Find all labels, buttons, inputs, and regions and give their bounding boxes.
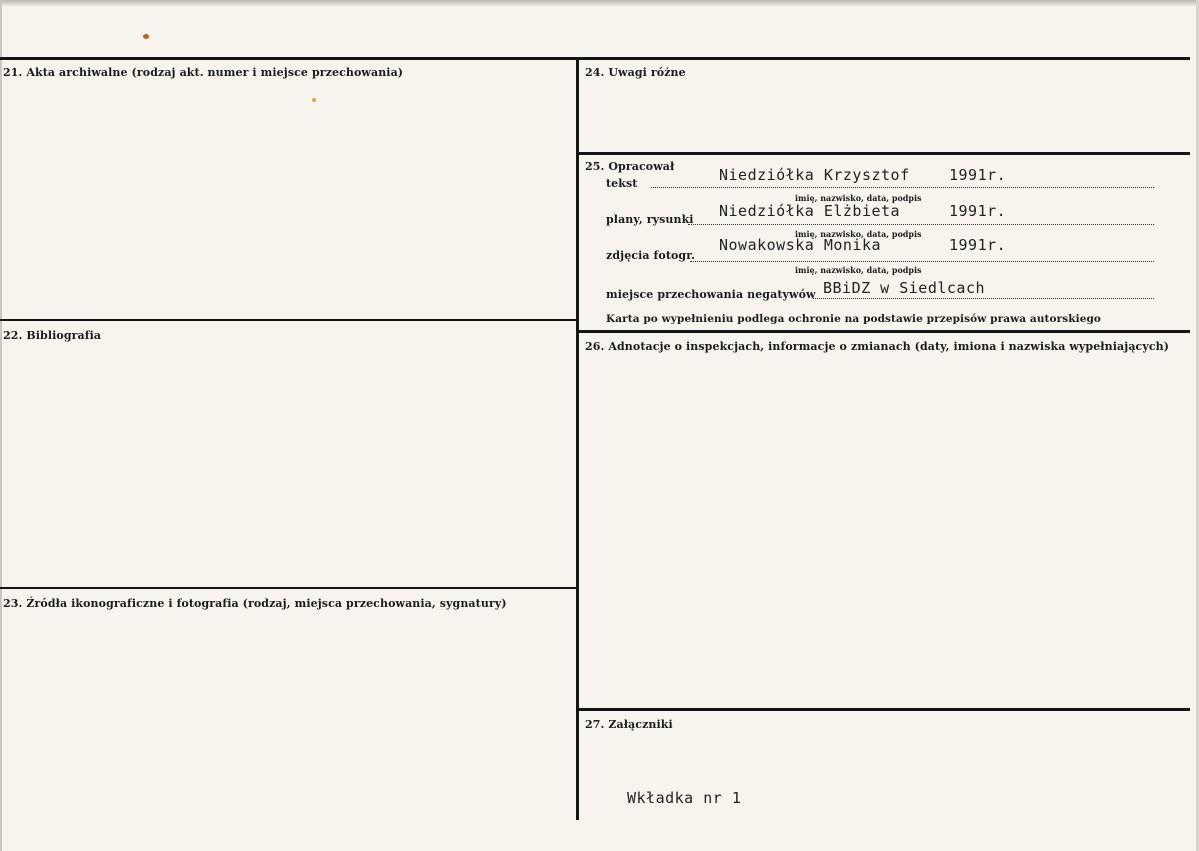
section-26-label: 26. Adnotacje o inspekcjach, informacje o zmianach (daty, imiona i nazwiska wypełniających) — [585, 340, 1170, 353]
negatywy-value: BBiDZ w Siedlcach — [823, 279, 986, 297]
scan-top-edge — [0, 0, 1199, 6]
section-21-label: 21. Akta archiwalne (rodzaj akt. numer i miejsce przechowania) — [3, 66, 404, 79]
attachment-value: Wkładka nr 1 — [627, 789, 742, 807]
scan-left-edge — [0, 0, 2, 851]
rule-26-27 — [578, 708, 1190, 711]
paper-stain — [312, 98, 316, 102]
zdjecia-date: 1991r. — [949, 236, 1007, 254]
negatywy-label: miejsce przechowania negatywów — [606, 288, 816, 301]
negatywy-line — [813, 298, 1154, 299]
plany-label: plany, rysunki — [606, 213, 694, 226]
plany-name: Niedziółka Elżbieta — [719, 202, 901, 220]
zdjecia-line — [690, 261, 1154, 262]
zdjecia-name: Nowakowska Monika — [719, 236, 882, 254]
center-divider — [576, 58, 579, 820]
section-25-label: 25. Opracował — [585, 160, 675, 173]
rule-22-23 — [0, 587, 577, 589]
caption-2: imię, nazwisko, data, podpis — [795, 229, 922, 239]
rule-21-22 — [0, 319, 577, 321]
caption-1: imię, nazwisko, data, podpis — [795, 193, 922, 203]
section-22-label: 22. Bibliografia — [3, 329, 102, 342]
tekst-line — [651, 187, 1154, 188]
paper-stain — [143, 34, 149, 39]
rule-24-25 — [578, 152, 1190, 155]
rule-25-26 — [578, 330, 1190, 333]
section-27-label: 27. Załączniki — [585, 718, 673, 731]
plany-line — [688, 224, 1154, 225]
zdjecia-label: zdjęcia fotogr. — [606, 249, 696, 262]
copyright-note: Karta po wypełnieniu podlega ochronie na podstawie przepisów prawa autorskiego — [606, 313, 1102, 325]
tekst-label: tekst — [606, 177, 638, 190]
tekst-name: Niedziółka Krzysztof — [719, 166, 910, 184]
section-24-label: 24. Uwagi różne — [585, 66, 686, 79]
caption-3: imię, nazwisko, data, podpis — [795, 265, 922, 275]
section-23-label: 23. Źródła ikonograficzne i fotografia (rodzaj, miejsca przechowania, sygnatury) — [3, 597, 507, 610]
top-rule — [0, 57, 1190, 60]
plany-date: 1991r. — [949, 202, 1007, 220]
tekst-date: 1991r. — [949, 166, 1007, 184]
